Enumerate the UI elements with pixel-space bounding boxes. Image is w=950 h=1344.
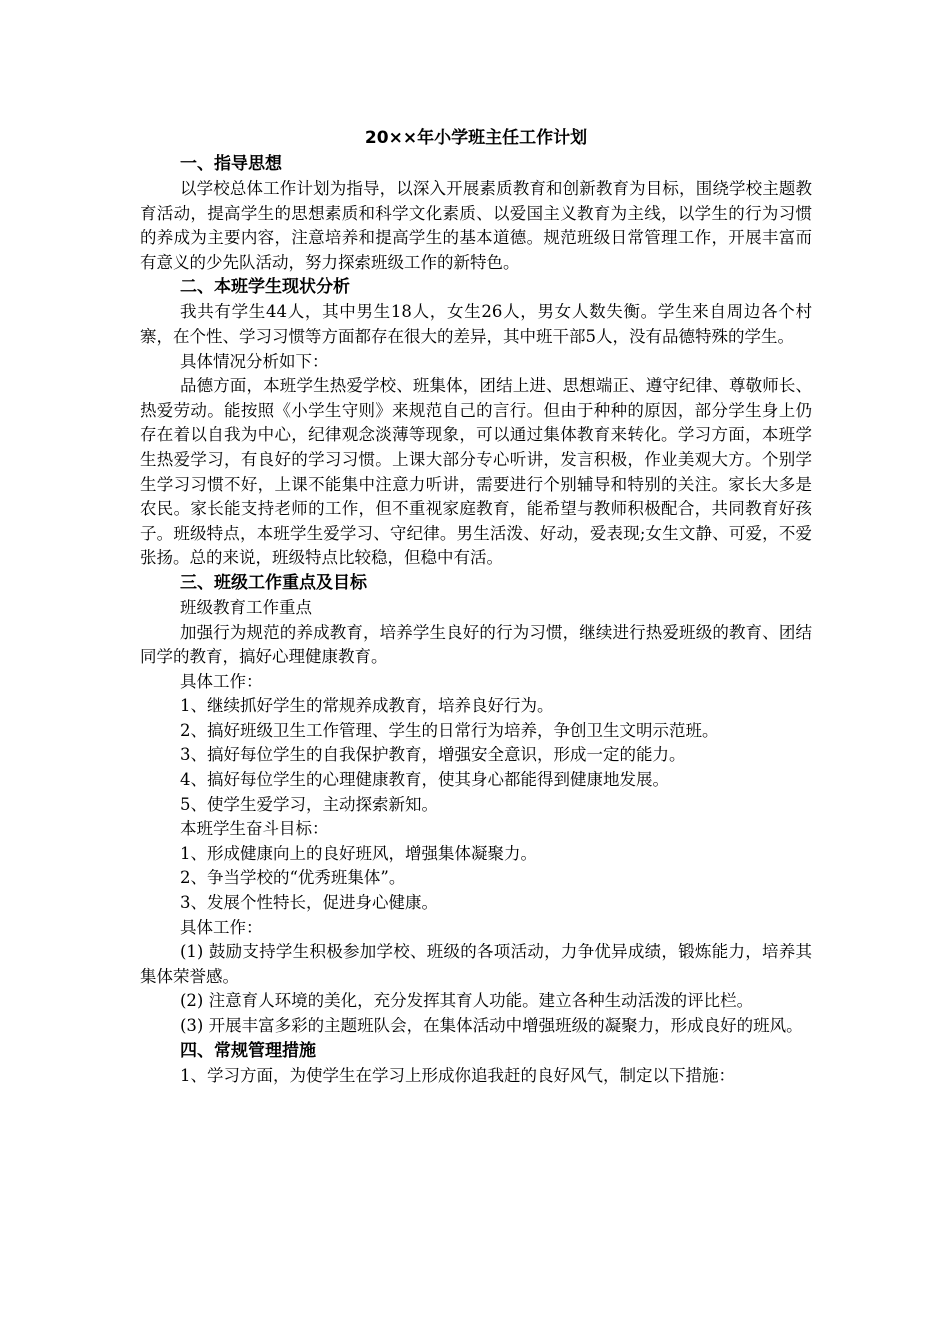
list-item: 1、形成健康向上的良好班风，增强集体凝聚力。 — [180, 843, 537, 863]
paragraph: 具体情况分析如下： — [180, 351, 329, 371]
section-heading: 二、本班学生现状分析 — [180, 277, 350, 298]
document-page — [140, 124, 812, 1088]
paragraph: 以学校总体工作计划为指导，以深入开展素质教育和创新教育为目标，围绕学校主题教育活动，提高学生的思想素质和科学文化素质、以爱国主义教育为主线，以学生的行为习惯的养成为主要内容，注意培养和提高学生的基本道德。规范班级日常管理工作，开展丰富而有意义的少先队活动，努力探索班级工作的新特色。 — [140, 179, 812, 272]
paragraph: 本班学生奋斗目标： — [180, 819, 329, 839]
section-heading: 四、常规管理措施 — [180, 1040, 316, 1061]
list-item: (1) 鼓励支持学生积极参加学校、班级的各项活动，力争优异成绩，锻炼能力，培养其集体荣誉感。 — [140, 942, 812, 986]
paragraph: 班级教育工作重点 — [180, 597, 312, 617]
list-item: 1、继续抓好学生的常规养成教育，培养良好行为。 — [180, 696, 554, 716]
paragraph: 品德方面，本班学生热爱学校、班集体，团结上进、思想端正、遵守纪律、尊敬师长、热爱劳动。能按照《小学生守则》来规范自己的言行。但由于种种的原因，部分学生身上仍存在着以自我为中心，纪律观念淡薄等现象，可以通过集体教育来转化。学习方面，本班学生热爱学习，有良好的学习习惯。上课大部分专心听讲，发言积极，作业美观大方。个别学生学习习惯不好，上课不能集中注意力听讲，需要进行个别辅导和特别的关注。家长大多是农民。家长能支持老师的工作，但不重视家庭教育，能希望与教师积极配合，共同教育好孩子。班级特点，本班学生爱学习、守纪律。男生活泼、好动，爱表现;女生文静、可爱，不爱张扬。总的来说，班级特点比较稳，但稳中有活。 — [140, 376, 812, 568]
list-item: 2、搞好班级卫生工作管理、学生的日常行为培养，争创卫生文明示范班。 — [180, 720, 719, 740]
list-item: (2) 注意育人环境的美化，充分发挥其育人功能。建立各种生动活泼的评比栏。 — [180, 991, 754, 1011]
document-title: 20××年小学班主任工作计划 — [364, 128, 588, 148]
section-heading: 一、指导思想 — [180, 154, 282, 174]
section-heading: 三、班级工作重点及目标 — [180, 572, 367, 593]
list-item: 3、发展个性特长，促进身心健康。 — [180, 893, 438, 913]
list-item: 3、搞好每位学生的自我保护教育，增强安全意识，形成一定的能力。 — [180, 745, 686, 765]
list-item: 5、使学生爱学习，主动探索新知。 — [180, 794, 438, 814]
paragraph: 加强行为规范的养成教育，培养学生良好的行为习惯，继续进行热爱班级的教育、团结同学的教育，搞好心理健康教育。 — [140, 622, 812, 667]
list-item: (3) 开展丰富多彩的主题班队会，在集体活动中增强班级的凝聚力，形成良好的班风。 — [180, 1016, 803, 1035]
list-item: 2、争当学校的“优秀班集体”。 — [180, 868, 406, 888]
paragraph: 具体工作： — [180, 671, 263, 691]
paragraph: 1、学习方面，为使学生在学习上形成你追我赶的良好风气，制定以下措施： — [180, 1065, 735, 1085]
list-item: 4、搞好每位学生的心理健康教育，使其身心都能得到健康地发展。 — [180, 770, 669, 790]
paragraph: 我共有学生44人，其中男生18人，女生26人，男女人数失衡。学生来自周边各个村寨，在个性、学习习惯等方面都存在很大的差异，其中班干部5人，没有品德特殊的学生。 — [140, 302, 812, 346]
paragraph: 具体工作： — [180, 917, 263, 937]
